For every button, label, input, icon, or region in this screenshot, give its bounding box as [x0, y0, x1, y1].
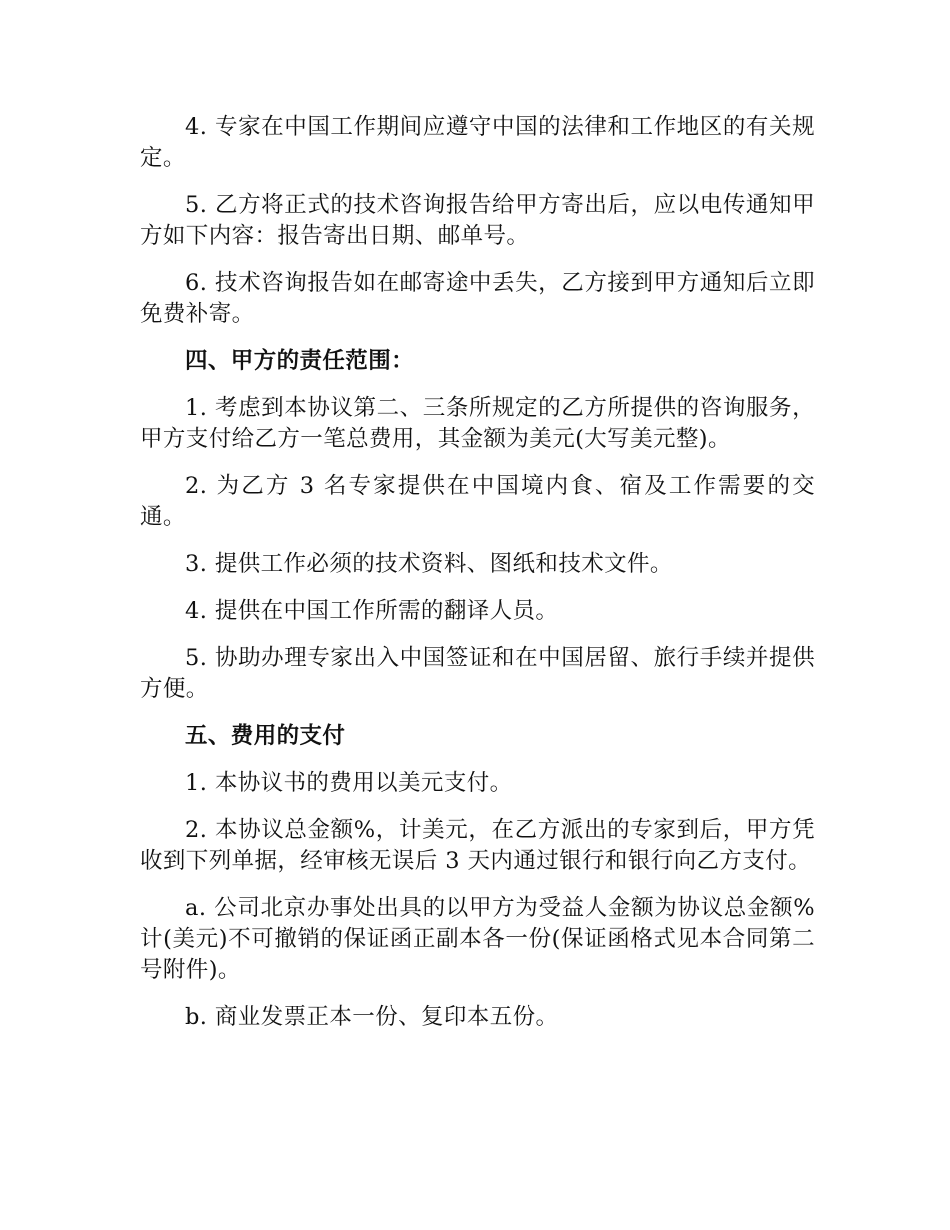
paragraph-5-2: 2. 本协议总金额%，计美元，在乙方派出的专家到后，甲方凭收到下列单据，经审核无误后 3 天内通过银行和银行向乙方支付。 [140, 817, 815, 874]
paragraph-5-1: 1. 本协议书的费用以美元支付。 [185, 770, 513, 796]
section-heading-4: 四、甲方的责任范围： [185, 348, 415, 374]
paragraph-4-4: 4. 提供在中国工作所需的翻译人员。 [185, 598, 559, 624]
paragraph-3-6: 6. 技术咨询报告如在邮寄途中丢失，乙方接到甲方通知后立即免费补寄。 [140, 270, 815, 327]
paragraph-3-5: 5. 乙方将正式的技术咨询报告给甲方寄出后，应以电传通知甲方如下内容：报告寄出日期、邮单号。 [140, 192, 815, 249]
paragraph-5-a: a. 公司北京办事处出具的以甲方为受益人金额为协议总金额%计(美元)不可撤销的保证函正副本各一份(保证函格式见本合同第二号附件)。 [140, 895, 815, 983]
paragraph-4-5: 5. 协助办理专家出入中国签证和在中国居留、旅行手续并提供方便。 [140, 645, 815, 702]
paragraph-4-1: 1. 考虑到本协议第二、三条所规定的乙方所提供的咨询服务，甲方支付给乙方一笔总费用，其金额为美元(大写美元整)。 [140, 395, 815, 452]
document-page [140, 112, 815, 1049]
paragraph-3-4: 4. 专家在中国工作期间应遵守中国的法律和工作地区的有关规定。 [140, 114, 815, 171]
paragraph-4-2: 2. 为乙方 3 名专家提供在中国境内食、宿及工作需要的交通。 [140, 473, 815, 530]
paragraph-4-3: 3. 提供工作必须的技术资料、图纸和技术文件。 [185, 551, 673, 577]
paragraph-5-b: b. 商业发票正本一份、复印本五份。 [185, 1004, 559, 1030]
section-heading-5: 五、费用的支付 [185, 723, 346, 749]
